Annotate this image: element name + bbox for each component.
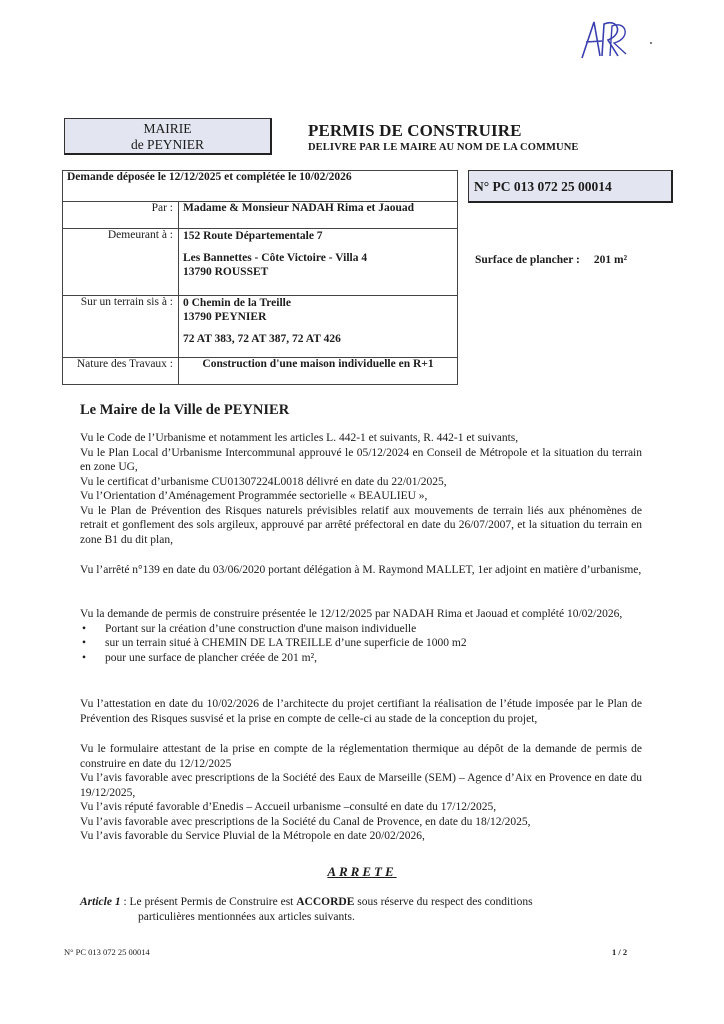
- article-1: [80, 895, 640, 924]
- consideration-certificat: Vu le certificat d’urbanisme CU01307224L0018 délivré en date du 22/01/2025,: [80, 475, 447, 488]
- article-1-line2: particulières mentionnées aux articles suivants.: [138, 910, 355, 923]
- application-info-table: [62, 170, 458, 385]
- consideration-thermique: Vu le formulaire attestant de la prise en compte de la réglementation thermique au dépôt de la demande de permis de construire en date du 12/12/2025: [80, 743, 642, 770]
- considerations-block-4: [80, 697, 642, 726]
- value-applicant: Madame & Monsieur NADAH Rima et Jaouad: [179, 202, 458, 229]
- surface-label: Surface de plancher :: [475, 254, 580, 266]
- demande-details-list: [80, 622, 642, 666]
- mairie-line2: de PEYNIER: [130, 137, 205, 152]
- document-title: PERMIS DE CONSTRUIRE: [308, 121, 522, 140]
- considerations-block-5: [80, 742, 642, 844]
- consideration-attestation: Vu l’attestation en date du 10/02/2026 de l’architecte du projet certifiant la réalisation de l’étude imposée par le Plan de Prévention des Risques susvisé et la prise en compte de celle-ci au stade de la conception du projet,: [80, 698, 642, 725]
- consideration-ppr: Vu le Plan de Prévention des Risques naturels prévisibles relatif aux mouvements de terrain liés aux phénomènes de retrait et gonflement des sols argileux, approuvé par arrêté préfectoral en date du 26/07/2007, et la situation du terrain en zone B1 du dit plan,: [80, 504, 642, 546]
- consideration-oap: Vu l’Orientation d’Aménagement Programmée sectorielle « BEAULIEU »,: [80, 490, 428, 502]
- label-nature: Nature des Travaux :: [63, 358, 179, 385]
- consideration-sem: Vu l’avis favorable avec prescriptions de la Société des Eaux de Marseille (SEM) – Agence d’Aix en Provence en date du 19/12/2025,: [80, 772, 642, 799]
- address-line2: Les Bannettes - Côte Victoire - Villa 4: [183, 252, 368, 264]
- considerations-block-3: [80, 607, 642, 665]
- cadastral-parcels: 72 AT 383, 72 AT 387, 72 AT 426: [183, 333, 341, 345]
- article-1-decision: ACCORDE: [296, 896, 355, 908]
- article-1-text-post: sous réserve du respect des conditions: [354, 896, 533, 908]
- document-subtitle: DELIVRE PAR LE MAIRE AU NOM DE LA COMMUNE: [308, 142, 579, 153]
- consideration-pluvial: Vu l’avis favorable du Service Pluvial de la Métropole en date 20/02/2026,: [80, 830, 425, 842]
- surface-value: 201 m²: [593, 254, 628, 266]
- footer-page-number: 1 / 2: [612, 947, 628, 957]
- handwritten-signature: [578, 16, 638, 62]
- demande-dates: Demande déposée le 12/12/2025 et complétée le 10/02/2026: [63, 171, 458, 202]
- terrain-line2: 13790 PEYNIER: [183, 311, 267, 323]
- value-address: [179, 229, 458, 296]
- table-row-terrain: [63, 296, 458, 358]
- article-1-text-pre: Le présent Permis de Construire est: [129, 896, 297, 908]
- permit-number-box: N° PC 013 072 25 00014: [468, 170, 673, 203]
- mairie-box: [64, 118, 272, 155]
- value-terrain: [179, 296, 458, 358]
- consideration-delegation: Vu l’arrêté n°139 en date du 03/06/2020 portant délégation à M. Raymond MALLET, 1er adjoint en matière d’urbanisme,: [80, 564, 642, 576]
- considerations-block-2: [80, 563, 642, 578]
- table-row-nature: [63, 358, 458, 385]
- table-row-demande: [63, 171, 458, 202]
- surface-plancher: [475, 254, 627, 266]
- arrete-heading: ARRETE: [327, 864, 397, 879]
- value-nature: Construction d'une maison individuelle en R+1: [179, 358, 458, 385]
- consideration-demande: Vu la demande de permis de construire présentée le 12/12/2025 par NADAH Rima et Jaouad et complété 10/02/2026,: [80, 608, 623, 620]
- consideration-enedis: Vu l’avis réputé favorable d’Enedis – Accueil urbanisme –consulté en date du 17/12/2025,: [80, 801, 497, 813]
- mairie-line1: MAIRIE: [143, 121, 192, 136]
- list-item: • sur un terrain situé à CHEMIN DE LA TREILLE d’une superficie de 1000 m2: [80, 636, 642, 651]
- consideration-plui: Vu le Plan Local d’Urbanisme Intercommunal approuvé le 05/12/2024 en Conseil de Métropole et la situation du terrain en zone UG,: [80, 446, 642, 473]
- article-1-label: Article 1: [80, 896, 121, 908]
- label-par: Par :: [63, 202, 179, 229]
- terrain-line1: 0 Chemin de la Treille: [183, 297, 291, 309]
- maire-heading: Le Maire de la Ville de PEYNIER: [80, 402, 290, 418]
- label-terrain: Sur un terrain sis à :: [63, 296, 179, 358]
- table-row-par: [63, 202, 458, 229]
- label-demeurant: Demeurant à :: [63, 229, 179, 296]
- list-item: • pour une surface de plancher créée de 201 m²,: [80, 651, 642, 666]
- signature-dot: [650, 42, 652, 44]
- considerations-block-1: [80, 431, 642, 547]
- address-line3: 13790 ROUSSET: [183, 266, 269, 278]
- footer-permit-number: N° PC 013 072 25 00014: [64, 947, 150, 957]
- article-1-sep: :: [120, 896, 130, 908]
- list-item: • Portant sur la création d’une construction d'une maison individuelle: [80, 622, 642, 637]
- address-line1: 152 Route Départementale 7: [183, 230, 323, 242]
- consideration-code-urbanisme: Vu le Code de l’Urbanisme et notamment les articles L. 442-1 et suivants, R. 442-1 et suivants,: [80, 432, 519, 444]
- table-row-demeurant: [63, 229, 458, 296]
- consideration-canal-provence: Vu l’avis favorable avec prescriptions de la Société du Canal de Provence, en date du 18/12/2025,: [80, 815, 531, 828]
